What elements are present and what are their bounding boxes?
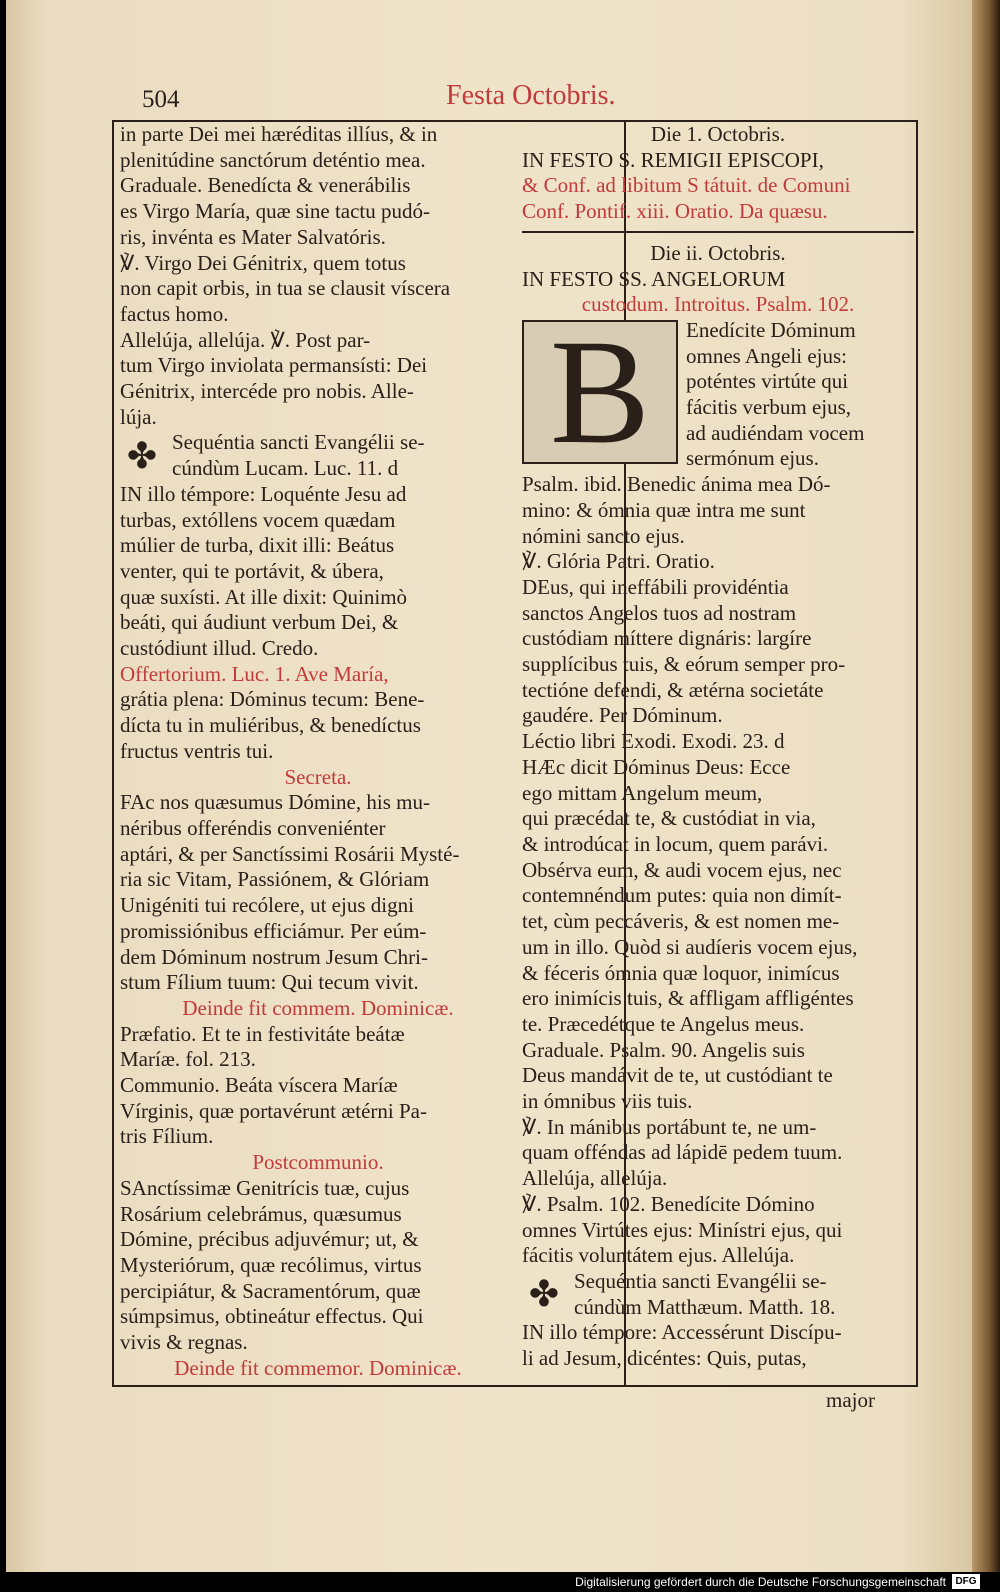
text-line: venter, qui te portávit, & úbera,	[120, 558, 384, 583]
section-heading: Postcommunio.	[252, 1150, 384, 1175]
text-line: dícta tu in muliéribus, & benedíctus	[120, 713, 421, 738]
text-line: ria sic Vitam, Passiónem, & Glóriam	[120, 867, 430, 892]
text-line: vivis & regnas.	[120, 1330, 248, 1355]
text-line: Vírginis, quæ portavérunt ætérni Pa-	[120, 1098, 427, 1123]
text-line: li ad Jesum, dicéntes: Quis, putas,	[522, 1346, 807, 1371]
text-line: IN illo témpore: Loquénte Jesu ad	[120, 481, 407, 506]
text-line: Léctio libri Exodi. Exodi. 23. d	[522, 729, 785, 754]
dfg-logo-icon: DFG	[952, 1574, 980, 1589]
text-line: ego mittam Angelum meum,	[522, 780, 763, 805]
text-line: dem Dóminum nostrum Jesum Chri-	[120, 944, 428, 969]
text-line: ris, invénta es Mater Salvatóris.	[120, 224, 386, 249]
funding-note: Digitalisierung gefördert durch die Deutsche Forschungsgemeinschaft	[575, 1575, 946, 1589]
text-line: Dómine, précibus adjuvémur; ut, &	[120, 1227, 419, 1252]
text-frame	[112, 120, 918, 1387]
text-line: ℣. Glória Patri. Oratio.	[522, 549, 715, 574]
text-line: súmpsimus, obtineátur effectus. Qui	[120, 1304, 424, 1329]
page-header	[0, 80, 1000, 120]
page-number: 504	[142, 86, 180, 113]
text-line: tris Fílium.	[120, 1124, 214, 1149]
text-line: HÆc dicit Dóminus Deus: Ecce	[522, 754, 791, 779]
text-line: DEus, qui ineffábili providéntia	[522, 574, 789, 599]
text-line: contemnéndum putes: quia non dimít-	[522, 883, 842, 908]
text-line: Enedícite Dóminum	[686, 317, 856, 342]
text-line: Maríæ. fol. 213.	[120, 1047, 256, 1072]
text-line: & féceris ómnia quæ loquor, inimícus	[522, 960, 840, 985]
text-line: omnes Angeli ejus:	[686, 343, 847, 368]
text-line: cúndùm Lucam. Luc. 11. d	[172, 456, 399, 481]
divider	[522, 231, 914, 233]
feast-title: IN FESTO SS. ANGELORUM	[522, 266, 786, 291]
text-line: FAc nos quæsumus Dómine, his mu-	[120, 790, 430, 815]
text-line: lúja.	[120, 404, 157, 429]
feast-date: Die ii. Octobris.	[650, 240, 786, 265]
text-line: aptári, & per Sanctíssimi Rosárii Mysté-	[120, 841, 460, 866]
text-line: múlier de turba, dixit illi: Beátus	[120, 533, 395, 558]
text-line: ero inimícis tuis, & affligam affligéntes	[522, 986, 854, 1011]
text-line: Unigéniti tui recólere, ut ejus digni	[120, 893, 414, 918]
text-line: quam offéndas ad lápidē pedem tuum.	[522, 1140, 843, 1165]
running-title: Festa Octobris.	[446, 80, 616, 111]
text-line: in parte Dei mei hæréditas illíus, & in	[120, 122, 438, 146]
ornament-icon: ✤	[126, 435, 158, 476]
text-line: ad audiéndam vocem	[686, 420, 865, 445]
text-line: & introdúcat in locum, quem parávi.	[522, 831, 829, 856]
text-line: omnes Virtútes ejus: Minístri ejus, qui	[522, 1217, 843, 1242]
text-line: fácitis verbum ejus,	[686, 395, 852, 420]
text-line: Mysteriórum, quæ recólimus, virtus	[120, 1252, 422, 1277]
text-line: Génitrix, intercéde pro nobis. Alle-	[120, 379, 414, 404]
decorated-initial: B	[522, 320, 678, 464]
text-line: ℣. Virgo Dei Génitrix, quem totus	[120, 250, 406, 275]
text-line: qui præcédat te, & custódiat in via,	[522, 806, 816, 831]
rubric-line: Deinde fit commemor. Dominicæ.	[174, 1355, 462, 1380]
text-line: promissiónibus efficiámur. Per eúm-	[120, 918, 427, 943]
text-line: beáti, qui áudiunt verbum Dei, &	[120, 610, 399, 635]
text-line: nómini sancto ejus.	[522, 523, 685, 548]
feast-title: IN FESTO S. REMIGII EPISCOPI,	[522, 147, 824, 172]
rubric-line: Deinde fit commem. Dominicæ.	[182, 995, 454, 1020]
text-line: Allelúja, allelúja.	[522, 1166, 668, 1191]
section-heading: Secreta.	[284, 764, 352, 789]
text-line: poténtes virtúte qui	[686, 369, 849, 394]
introit-block	[522, 308, 914, 475]
text-line: Præfatio. Et te in festivitáte beátæ	[120, 1021, 405, 1046]
gospel-heading	[120, 430, 516, 481]
text-line: es Virgo María, quæ sine tactu pudó-	[120, 199, 430, 224]
text-line: Graduale. Benedícta & venerábilis	[120, 173, 411, 198]
text-line: um in illo. Quòd si audíeris vocem ejus,	[522, 934, 858, 959]
text-line: Communio. Beáta víscera Maríæ	[120, 1073, 398, 1098]
text-line: plenitúdine sanctórum deténtio mea.	[120, 147, 426, 172]
footer-bar	[0, 1572, 1000, 1592]
text-line: Offertorium. Luc. 1. Ave María,	[120, 661, 389, 686]
feast-date: Die 1. Octobris.	[650, 122, 786, 146]
text-line: in ómnibus viis tuis.	[522, 1089, 693, 1114]
catchword: major	[826, 1388, 875, 1412]
text-line: percipiátur, & Sacramentórum, quæ	[120, 1278, 421, 1303]
text-line: supplícibus tuis, & eórum semper pro-	[522, 652, 846, 677]
text-line: cúndùm Matthæum. Matth. 18.	[574, 1294, 836, 1319]
page-edge	[972, 0, 1000, 1572]
text-line: tet, cùm peccáveris, & est nomen me-	[522, 909, 840, 934]
text-line: grátia plena: Dóminus tecum: Bene-	[120, 687, 425, 712]
text-line: mino: & ómnia quæ intra me sunt	[522, 497, 806, 522]
text-line: custódiam míttere dignáris: largíre	[522, 626, 812, 651]
text-line: gaudére. Per Dóminum.	[522, 703, 723, 728]
text-line: tectióne defendi, & ætérna societáte	[522, 677, 824, 702]
text-line: Sequéntia sancti Evangélii se-	[172, 430, 425, 455]
ornament-icon: ✤	[528, 1274, 560, 1315]
text-line: ℣. In mánibus portábunt te, ne um-	[522, 1114, 817, 1139]
text-line: Graduale. Psalm. 90. Angelis suis	[522, 1037, 805, 1062]
text-line: stum Fílium tuum: Qui tecum vivit.	[120, 970, 419, 995]
text-line: Sequéntia sancti Evangélii se-	[574, 1268, 827, 1293]
text-line: Obsérva eum, & audi vocem ejus, nec	[522, 857, 842, 882]
text-line: quæ suxísti. At ille dixit: Quinimò	[120, 584, 408, 609]
text-line: SAnctíssimæ Genitrícis tuæ, cujus	[120, 1175, 410, 1200]
text-line: fácitis voluntátem ejus. Allelúja.	[522, 1243, 795, 1268]
text-line: custódiunt illud. Credo.	[120, 636, 319, 661]
text-line: & Conf. ad libitum S tátuit. de Comuni	[522, 173, 851, 198]
text-line: sanctos Angelos tuos ad nostram	[522, 600, 797, 625]
text-line: custodum. Introitus. Psalm. 102.	[581, 292, 855, 317]
text-line: Deus mandávit de te, ut custódiant te	[522, 1063, 833, 1088]
left-column	[120, 122, 516, 1381]
text-line: tum Virgo inviolata permansísti: Dei	[120, 353, 428, 378]
text-line: néribus offeréndis conveniénter	[120, 815, 386, 840]
gospel-heading	[522, 1269, 914, 1320]
text-line: te. Præcedétque te Angelus meus.	[522, 1011, 805, 1036]
text-line: Psalm. ibid. Benedic ánima mea Dó-	[522, 472, 831, 497]
text-line: Conf. Pontif. xiii. Oratio. Da quæsu.	[522, 199, 828, 224]
text-line: ℣. Psalm. 102. Benedícite Dómino	[522, 1191, 815, 1216]
text-line: fructus ventris tui.	[120, 738, 274, 763]
right-column	[522, 122, 914, 1372]
text-line: sermónum ejus.	[686, 446, 819, 471]
text-line: factus homo.	[120, 301, 229, 326]
text-line: IN illo témpore: Accessérunt Discípu-	[522, 1320, 842, 1345]
text-line: Allelúja, allelúja. ℣. Post par-	[120, 327, 371, 352]
text-line: Rosárium celebrámus, quæsumus	[120, 1201, 402, 1226]
text-line: turbas, extóllens vocem quædam	[120, 507, 396, 532]
text-line: non capit orbis, in tua se clausit víscera	[120, 276, 451, 301]
